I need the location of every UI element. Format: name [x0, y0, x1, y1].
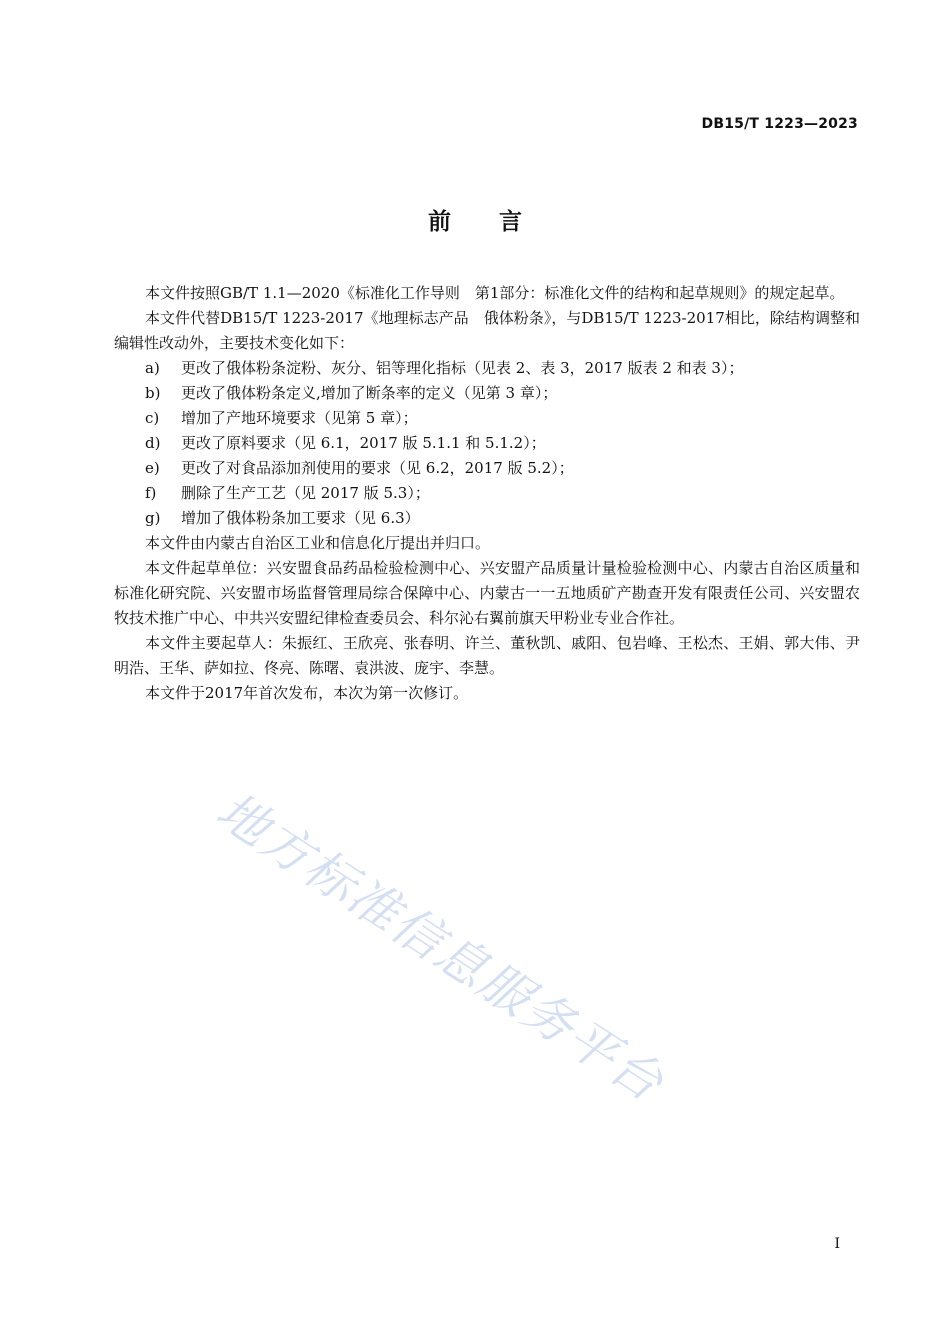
list-item-mark: g) — [145, 509, 161, 527]
paragraph-history: 本文件于2017年首次发布，本次为第一次修订。 — [145, 684, 469, 702]
list-item — [114, 356, 860, 381]
list-item-mark: e) — [145, 459, 160, 477]
foreword-body — [114, 281, 860, 706]
paragraph-proposer: 本文件由内蒙古自治区工业和信息化厅提出并归口。 — [145, 534, 491, 552]
watermark: 地方标准信息服务平台 — [206, 781, 675, 1114]
page-title — [0, 203, 950, 236]
list-item-text: 更改了对食品添加剂使用的要求（见 6.2，2017 版 5.2）； — [181, 459, 574, 477]
list-item — [114, 381, 860, 406]
list-item — [114, 506, 860, 531]
list-item-mark: a) — [145, 359, 160, 377]
list-item — [114, 431, 860, 456]
list-item-text: 更改了原料要求（见 6.1，2017 版 5.1.1 和 5.1.2）； — [181, 434, 546, 452]
document-code: DB15/T 1223—2023 — [701, 116, 858, 132]
paragraph-drafting-basis: 本文件按照GB/T 1.1—2020《标准化工作导则 第1部分：标准化文件的结构和起草规则》的规定起草。 — [145, 284, 845, 302]
page-number: I — [834, 1236, 840, 1252]
changes-list — [114, 356, 860, 531]
list-item — [114, 406, 860, 431]
title-char-2: 言 — [499, 209, 522, 235]
list-item-mark: b) — [145, 384, 161, 402]
list-item-text: 增加了产地环境要求（见第 5 章）； — [181, 409, 418, 427]
list-item-text: 删除了生产工艺（见 2017 版 5.3）； — [181, 484, 430, 502]
list-item-text: 更改了俄体粉条淀粉、灰分、铝等理化指标（见表 2、表 3，2017 版表 2 和表 3）； — [181, 359, 744, 377]
list-item — [114, 456, 860, 481]
paragraph-drafting-units: 本文件起草单位：兴安盟食品药品检验检测中心、兴安盟产品质量计量检验检测中心、内蒙古自治区质量和标准化研究院、兴安盟市场监督管理局综合保障中心、内蒙古一一五地质矿产勘查开发有限责任公司、兴安盟农牧技术推广中心、中共兴安盟纪律检查委员会、科尔沁右翼前旗天甲粉业专业合作社。 — [114, 559, 860, 627]
title-char-1: 前 — [428, 209, 451, 235]
list-item-mark: f) — [145, 484, 157, 502]
list-item-text: 更改了俄体粉条定义,增加了断条率的定义（见第 3 章）； — [181, 384, 558, 402]
paragraph-replacement: 本文件代替DB15/T 1223-2017《地理标志产品 俄体粉条》，与DB15/T 1223-2017相比，除结构调整和编辑性改动外，主要技术变化如下： — [114, 309, 860, 352]
list-item-mark: d) — [145, 434, 161, 452]
list-item — [114, 481, 860, 506]
list-item-text: 增加了俄体粉条加工要求（见 6.3） — [181, 509, 420, 527]
list-item-mark: c) — [145, 409, 160, 427]
paragraph-drafters: 本文件主要起草人：朱振红、王欣亮、张春明、许兰、董秋凯、戚阳、包岩峰、王松杰、王娟、郭大伟、尹明浩、王华、萨如拉、佟亮、陈曙、袁洪波、庞宇、李慧。 — [114, 634, 860, 677]
